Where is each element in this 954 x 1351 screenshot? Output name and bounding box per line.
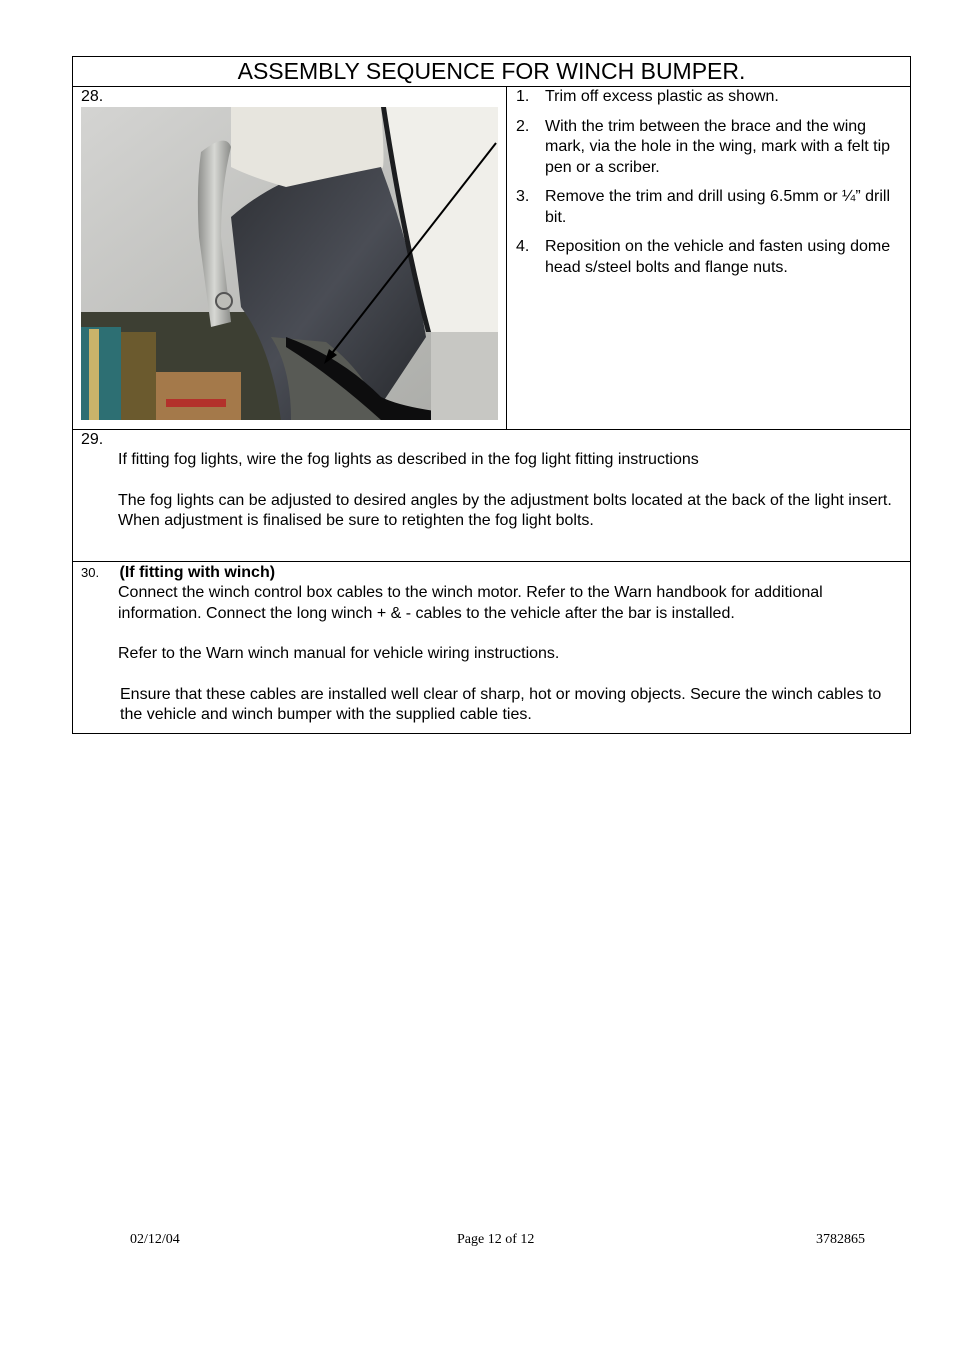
step-30-cell <box>73 562 911 734</box>
step-28-instructions <box>507 87 911 430</box>
footer-page-number: Page 12 of 12 <box>457 1232 535 1247</box>
list-item: 4. Reposition on the vehicle and fasten using dome head s/steel bolts and flange nuts. <box>516 238 891 276</box>
step-28-photo-cell <box>73 87 507 430</box>
step-30-number: 30. <box>81 565 100 580</box>
trim-photo <box>81 107 498 420</box>
list-item: 1. Trim off excess plastic as shown. <box>516 88 779 105</box>
step-30-para-2: Refer to the Warn winch manual for vehicle wiring instructions. <box>118 645 560 662</box>
step-30-heading: (If fitting with winch) <box>119 564 276 581</box>
step-30-header <box>73 562 910 583</box>
step-30-para-1: Connect the winch control box cables to the winch motor. Refer to the Warn handbook for additional information. Connect the long winch + & - cables to the vehicle after the bar is installed. <box>118 584 823 622</box>
step-29-para-2: The fog lights can be adjusted to desired angles by the adjustment bolts located at the back of the light insert. When adjustment is finalised be sure to retighten the fog light bolts. <box>118 491 892 529</box>
step-28-number: 28. <box>81 88 104 105</box>
instruction-sheet <box>72 56 910 734</box>
list-item: 3. Remove the trim and drill using 6.5mm or ¼” drill bit. <box>516 188 891 226</box>
list-item: 2. With the trim between the brace and the wing mark, via the hole in the wing, mark with a felt tip pen or a scriber. <box>516 117 891 176</box>
assembly-table <box>72 56 911 734</box>
step-29-para-1: If fitting fog lights, wire the fog lights as described in the fog light fitting instructions <box>118 451 699 468</box>
step-28-list <box>507 87 910 278</box>
footer-document-code: 3782865 <box>816 1232 865 1247</box>
step-30-para-3: Ensure that these cables are installed well clear of sharp, hot or moving objects. Secure the winch cables to the vehicle and winch bumper with the supplied cable ties. <box>120 685 882 723</box>
footer-date: 02/12/04 <box>130 1232 180 1247</box>
page-title: ASSEMBLY SEQUENCE FOR WINCH BUMPER. <box>73 57 911 87</box>
step-29-cell <box>73 430 911 562</box>
step-29-number: 29. <box>81 431 104 448</box>
